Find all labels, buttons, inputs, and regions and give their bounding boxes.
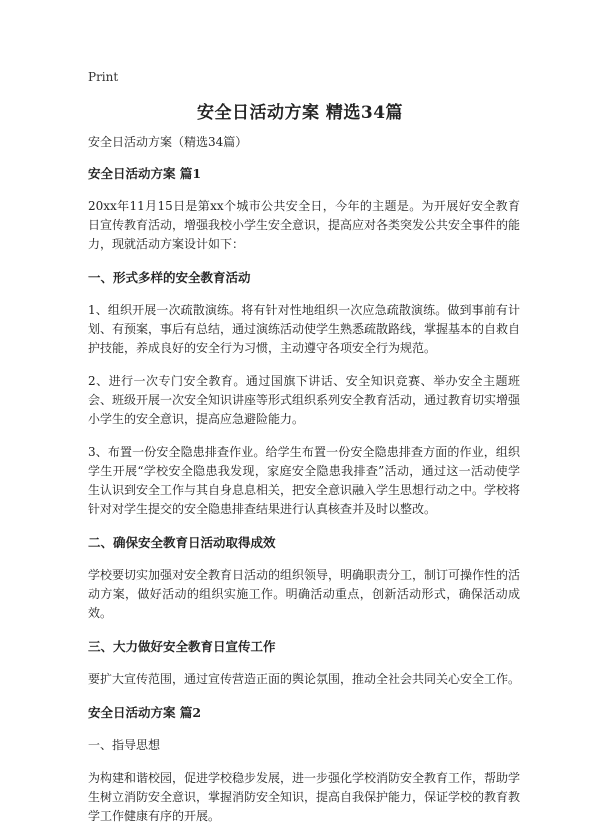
section-heading: 安全日活动方案 篇2: [88, 705, 202, 720]
paragraph: 1、组织开展一次疏散演练。将有针对性地组织一次应急疏散演练。做到事前有计划、有预案，事后有总结，通过演练活动使学生熟悉疏散路线，掌握基本的自救自护技能，养成良好的安全行为习惯，主动遵守各项安全行为规范。: [88, 303, 521, 355]
section-heading: 一、形式多样的安全教育活动: [88, 270, 251, 285]
page-title: 安全日活动方案 精选34篇: [196, 103, 404, 123]
paragraph: 3、布置一份安全隐患排查作业。给学生布置一份安全隐患排查方面的作业，组织学生开展“学校安全隐患我发现，家庭安全隐患我排查”活动，通过这一活动使学生认识到安全工作与其自身息息相关，把安全意识融入学生思想行动之中。学校将针对对学生提交的安全隐患排查结果进行认真核查并及时以整改。: [88, 445, 521, 516]
document-body: [88, 133, 520, 840]
section-heading: 三、大力做好安全教育日宣传工作: [88, 639, 276, 654]
paragraph: 学校要切实加强对安全教育日活动的组织领导，明确职责分工，制订可操作性的活动方案，做好活动的组织实施工作。明确活动重点，创新活动形式，确保活动成效。: [88, 568, 521, 620]
document-subtitle: 安全日活动方案（精选34篇）: [88, 135, 248, 149]
paragraph: 一、指导思想: [88, 738, 161, 752]
section-heading: 安全日活动方案 篇1: [88, 166, 202, 181]
paragraph: 要扩大宣传范围，通过宣传营造正面的舆论氛围，推动全社会共同关心安全工作。: [88, 672, 521, 686]
section-heading: 二、确保安全教育日活动取得成效: [88, 535, 276, 550]
paragraph: 20xx年11月15日是第xx个城市公共安全日，今年的主题是。为开展好安全教育日宣传教育活动，增强我校小学生安全意识，提高应对各类突发公共安全事件的能力，现就活动方案设计如下：: [88, 199, 521, 251]
paragraph: 2、进行一次专门安全教育。通过国旗下讲话、安全知识竞赛、举办安全主题班会、班级开展一次安全知识讲座等形式组织系列安全教育活动，通过教育切实增强小学生的安全意识，提高应急避险能力。: [88, 374, 521, 426]
print-link[interactable]: Print: [88, 70, 119, 84]
paragraph: 为构建和谐校园，促进学校稳步发展，进一步强化学校消防安全教育工作，帮助学生树立消防安全意识，掌握消防安全知识，提高自我保护能力，保证学校的教育教学工作健康有序的开展。: [88, 771, 521, 823]
